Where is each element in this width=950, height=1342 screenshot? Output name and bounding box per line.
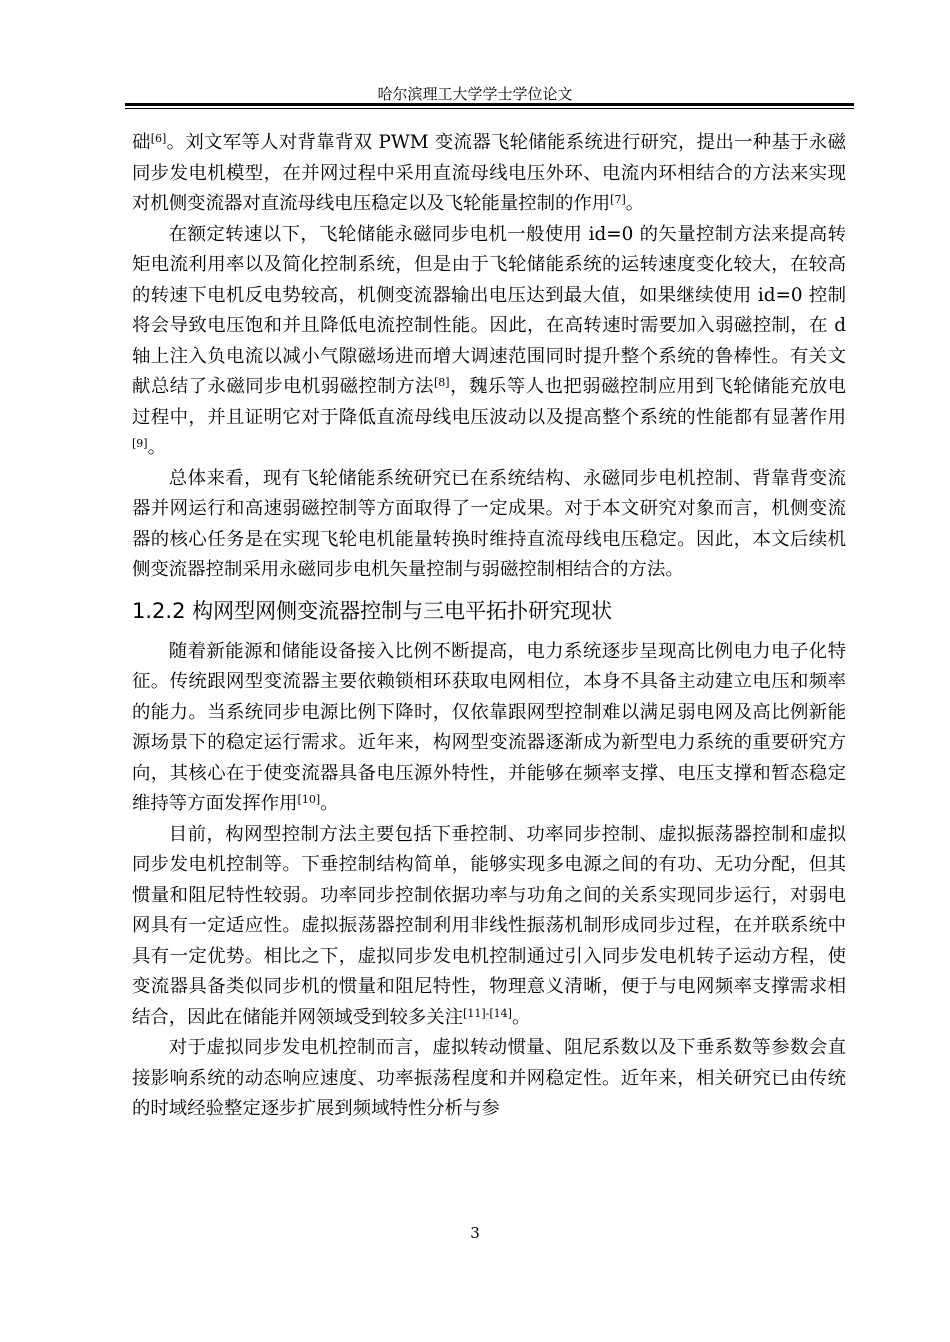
paragraph-5: 目前，构网型控制方法主要包括下垂控制、功率同步控制、虚拟振荡器控制和虚拟同步发电机控制等。下垂控制结构简单，能够实现多电源之间的有功、无功分配，但其惯量和阻尼特性较弱。功率同步控制依据功率与功角之间的关系实现同步运行，对弱电网具有一定适应性。虚拟振荡器控制利用非线性振荡机制形成同步过程，在并联系统中具有一定优势。相比之下，虚拟同步发电机控制通过引入同步发电机转子运动方程，使变流器具备类似同步机的惯量和阻尼特性，物理意义清晰，便于与电网频率支撑需求相结合，因此在储能并网领域受到较多关注[11]-[14]。 bbox=[132, 823, 846, 1028]
running-header: 哈尔滨理工大学学士学位论文 bbox=[377, 85, 573, 103]
citation: [11]-[14] bbox=[463, 1006, 512, 1020]
header-rule-thin bbox=[125, 108, 854, 109]
paragraph-6: 对于虚拟同步发电机控制而言，虚拟转动惯量、阻尼系数以及下垂系数等参数会直接影响系统的动态响应速度、功率振荡程度和并网稳定性。近年来，相关研究已由传统的时域经验整定逐步扩展到频域特性分析与参 bbox=[132, 1037, 846, 1119]
citation: [6] bbox=[150, 132, 167, 145]
body-text bbox=[132, 128, 846, 1125]
citation: [7] bbox=[610, 193, 626, 206]
section-heading: 1.2.2 构网型网侧变流器控制与三电平拓扑研究现状 bbox=[132, 598, 613, 623]
paragraph-3: 总体来看，现有飞轮储能系统研究已在系统结构、永磁同步电机控制、背靠背变流器并网运行和高速弱磁控制等方面取得了一定成果。对于本文研究对象而言，机侧变流器的核心任务是在实现飞轮电机能量转换时维持直流母线电压稳定。因此，本文后续机侧变流器控制采用永磁同步电机矢量控制与弱磁控制相结合的方法。 bbox=[132, 467, 846, 580]
citation: [9] bbox=[132, 437, 148, 450]
page-number: 3 bbox=[470, 1224, 480, 1242]
header-rule-thick bbox=[125, 103, 854, 106]
paragraph-1: 础[6]。刘文军等人对背靠背双 PWM 变流器飞轮储能系统进行研究，提出一种基于永磁同步发电机模型，在并网过程中采用直流母线电压外环、电流内环相结合的方法来实现对机侧变流器对直流母线电压稳定以及飞轮能量控制的作用[7]。 bbox=[132, 132, 846, 214]
paragraph-4: 随着新能源和储能设备接入比例不断提高，电力系统逐步呈现高比例电力电子化特征。传统跟网型变流器主要依赖锁相环获取电网相位，本身不具备主动建立电压和频率的能力。当系统同步电源比例下降时，仅依靠跟网型控制难以满足弱电网及高比例新能源场景下的稳定运行需求。近年来，构网型变流器逐渐成为新型电力系统的重要研究方向，其核心在于使变流器具备电压源外特性，并能够在频率支撑、电压支撑和暂态稳定维持等方面发挥作用[10]。 bbox=[132, 640, 846, 814]
citation: [10] bbox=[297, 793, 321, 806]
citation: [8] bbox=[434, 376, 450, 389]
paragraph-2: 在额定转速以下，飞轮储能永磁同步电机一般使用 id=0 的矢量控制方法来提高转矩电流利用率以及简化控制系统，但是由于飞轮储能系统的运转速度变化较大，在较高的转速下电机反电势较高，机侧变流器输出电压达到最大值，如果继续使用 id=0 控制将会导致电压饱和并且降低电流控制性能。因此，在高转速时需要加入弱磁控制，在 d 轴上注入负电流以减小气隙磁场进而增大调速范围同时提升整个系统的鲁棒性。有关文献总结了永磁同步电机弱磁控制方法[8]，魏乐等人也把弱磁控制应用到飞轮储能充放电过程中，并且证明它对于降低直流母线电压波动以及提高整个系统的性能都有显著作用[9]。 bbox=[132, 223, 846, 458]
